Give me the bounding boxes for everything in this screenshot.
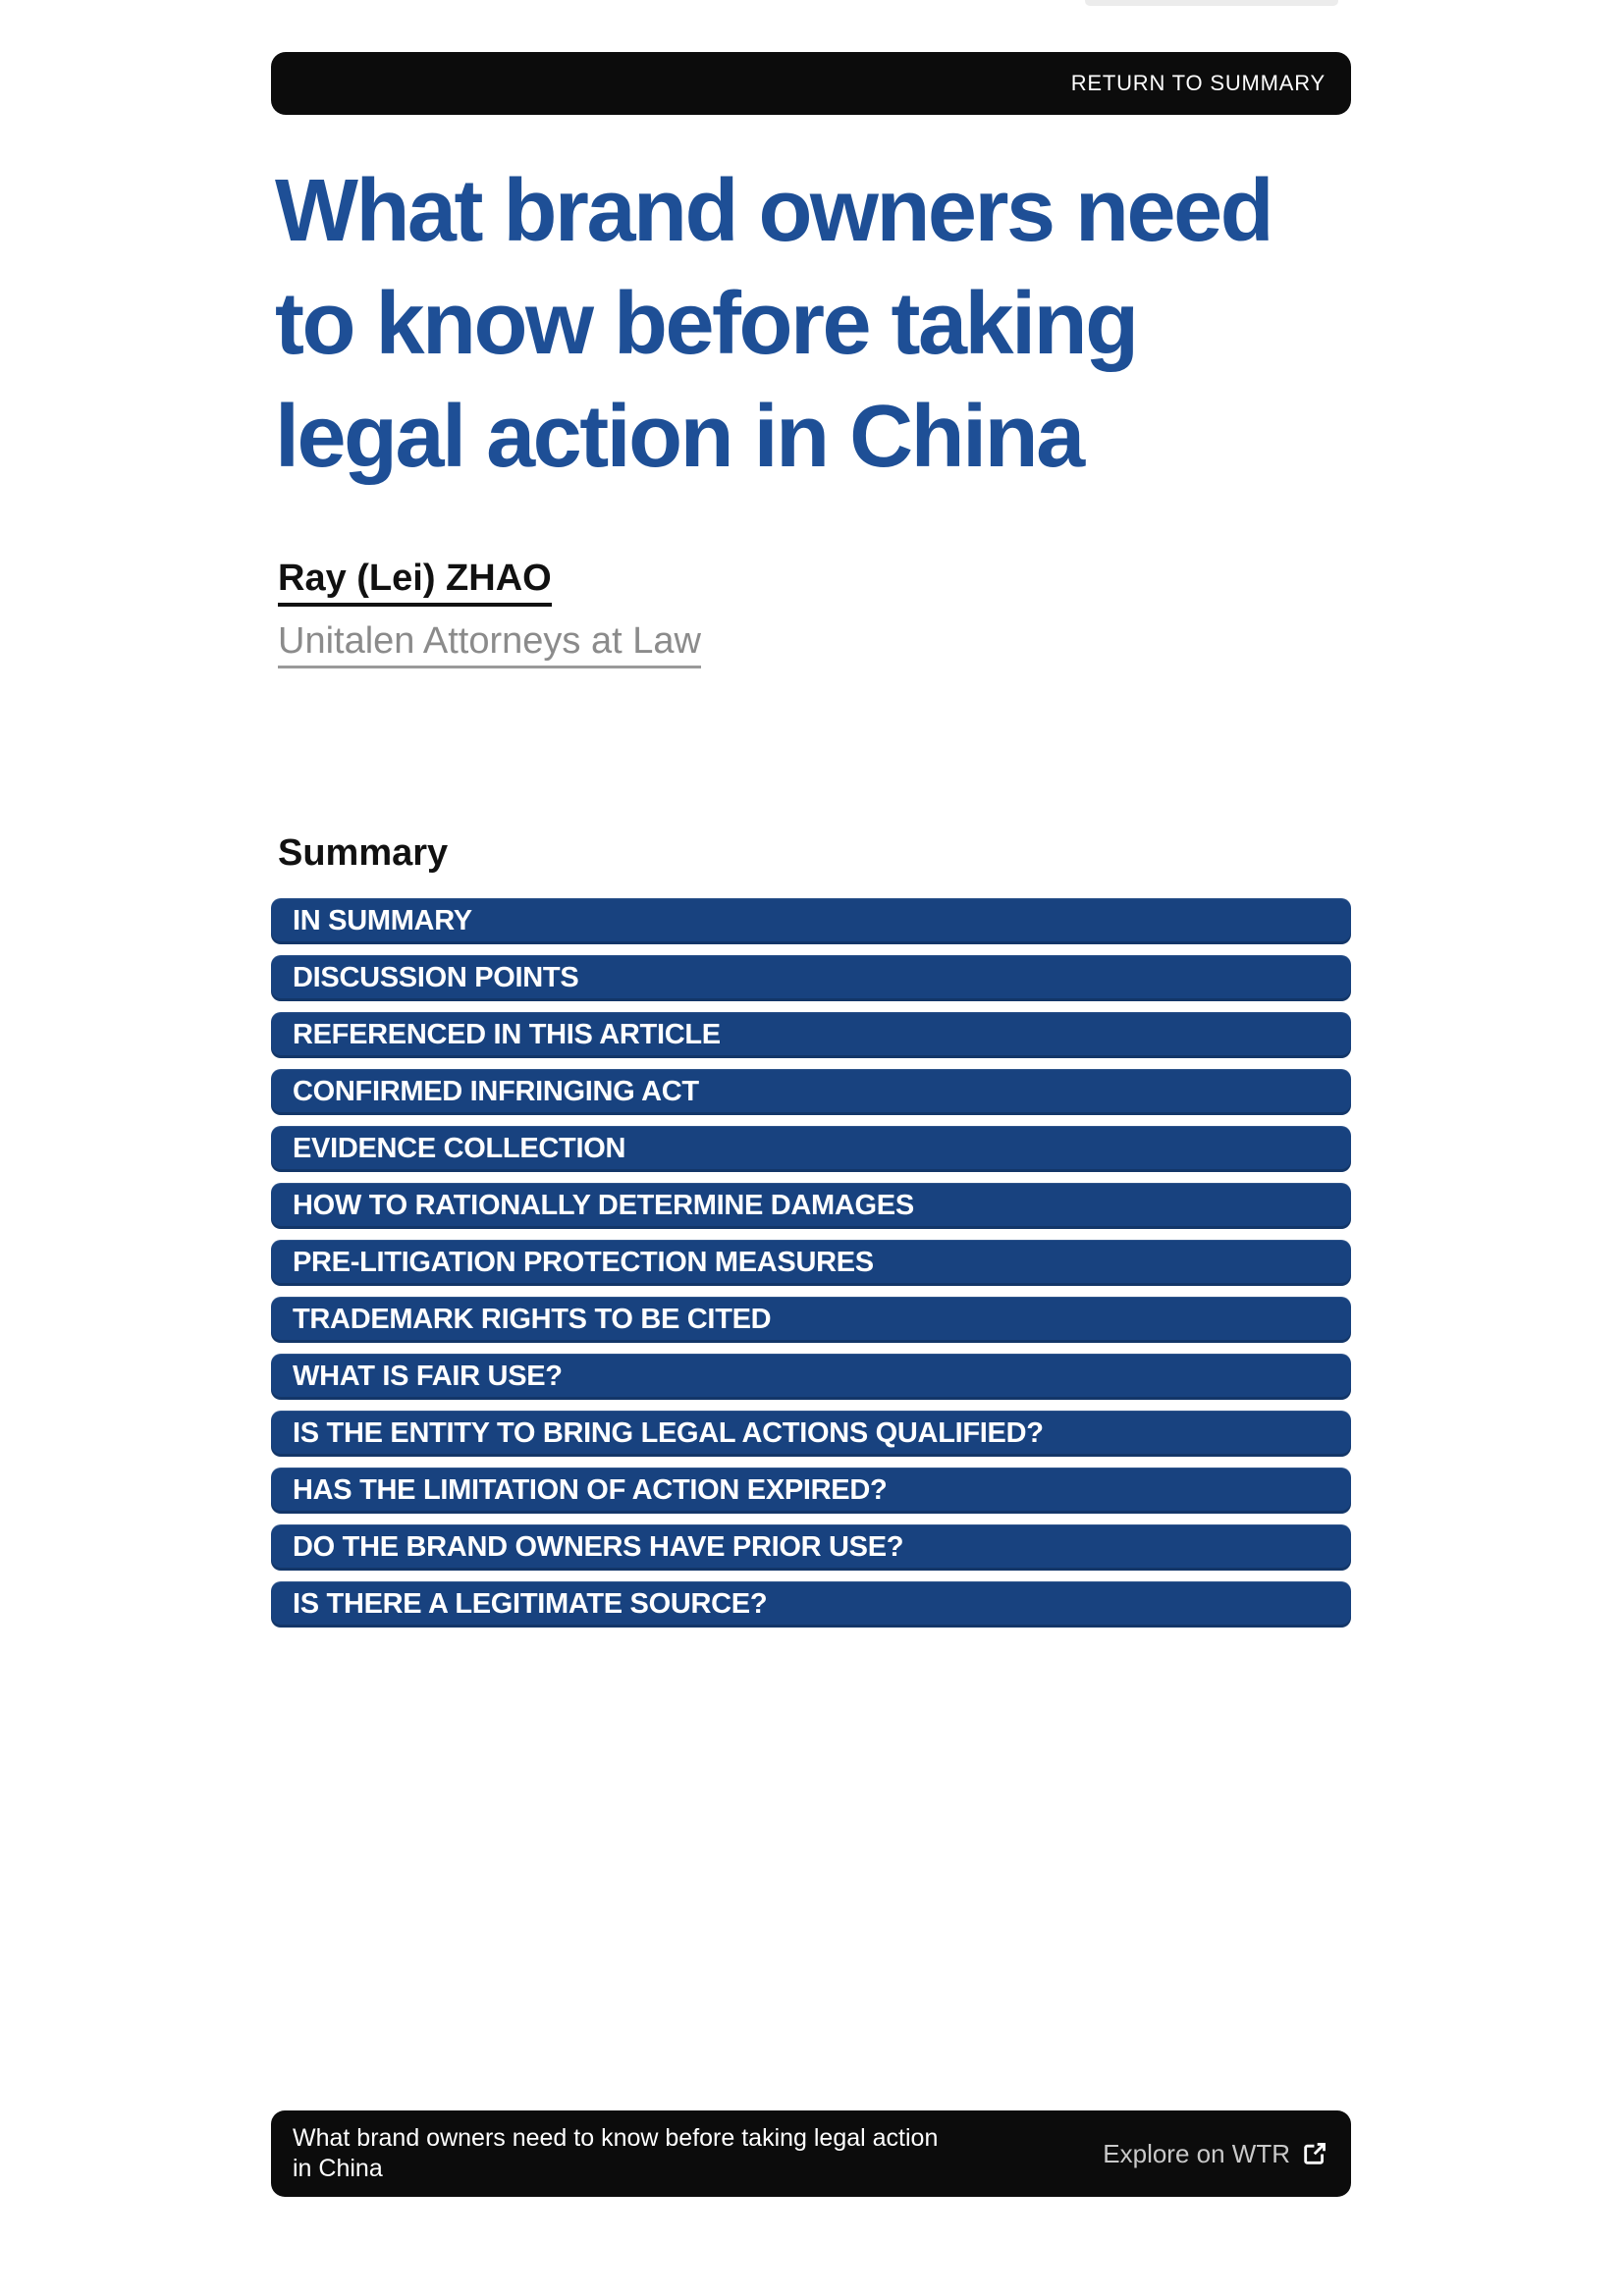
summary-item[interactable] [271, 1411, 1351, 1457]
summary-item[interactable] [271, 1354, 1351, 1400]
page-title-line: to know before taking [275, 275, 1137, 373]
summary-item[interactable] [271, 1069, 1351, 1115]
return-to-summary-button[interactable] [271, 52, 1351, 115]
summary-item-label: CONFIRMED INFRINGING ACT [293, 1076, 699, 1107]
author-firm-link[interactable]: Unitalen Attorneys at Law [278, 620, 701, 668]
summary-item[interactable] [271, 1183, 1351, 1229]
summary-item[interactable] [271, 1297, 1351, 1343]
summary-item[interactable] [271, 1126, 1351, 1172]
author-block [278, 558, 701, 668]
footer-article-title [293, 2123, 938, 2184]
summary-item[interactable] [271, 1581, 1351, 1628]
summary-item-label: EVIDENCE COLLECTION [293, 1133, 626, 1164]
summary-item-label: DO THE BRAND OWNERS HAVE PRIOR USE? [293, 1531, 904, 1563]
footer-title-line: in China [293, 2155, 383, 2182]
return-to-summary-label: RETURN TO SUMMARY [1070, 71, 1326, 95]
footer-bar [271, 2110, 1351, 2197]
summary-item[interactable] [271, 1468, 1351, 1514]
summary-item-label: HAS THE LIMITATION OF ACTION EXPIRED? [293, 1474, 888, 1506]
summary-item[interactable] [271, 955, 1351, 1001]
summary-item[interactable] [271, 1240, 1351, 1286]
summary-item-label: IN SUMMARY [293, 905, 472, 936]
page-title-line: What brand owners need [275, 162, 1272, 260]
external-link-icon[interactable] [1302, 2141, 1327, 2166]
summary-item-label: IS THERE A LEGITIMATE SOURCE? [293, 1588, 768, 1620]
summary-item-label: DISCUSSION POINTS [293, 962, 579, 993]
page-title [275, 155, 1394, 494]
summary-item-label: TRADEMARK RIGHTS TO BE CITED [293, 1304, 772, 1335]
summary-item-label: HOW TO RATIONALLY DETERMINE DAMAGES [293, 1190, 914, 1221]
explore-on-wtr-link[interactable] [1103, 2139, 1327, 2169]
summary-item-label: WHAT IS FAIR USE? [293, 1361, 563, 1392]
explore-on-wtr-label: Explore on WTR [1103, 2138, 1290, 2168]
author-name-link[interactable]: Ray (Lei) ZHAO [278, 558, 552, 607]
summary-item[interactable] [271, 898, 1351, 944]
summary-item-label: PRE-LITIGATION PROTECTION MEASURES [293, 1247, 874, 1278]
previous-page-remnant [1085, 0, 1338, 6]
summary-heading: Summary [278, 832, 449, 874]
summary-item-label: REFERENCED IN THIS ARTICLE [293, 1019, 721, 1050]
summary-item-label: IS THE ENTITY TO BRING LEGAL ACTIONS QUALIFIED? [293, 1417, 1044, 1449]
page-title-line: legal action in China [275, 388, 1083, 486]
summary-item[interactable] [271, 1524, 1351, 1571]
summary-item[interactable] [271, 1012, 1351, 1058]
summary-list [271, 898, 1351, 1638]
footer-title-line: What brand owners need to know before taking legal action [293, 2124, 939, 2152]
